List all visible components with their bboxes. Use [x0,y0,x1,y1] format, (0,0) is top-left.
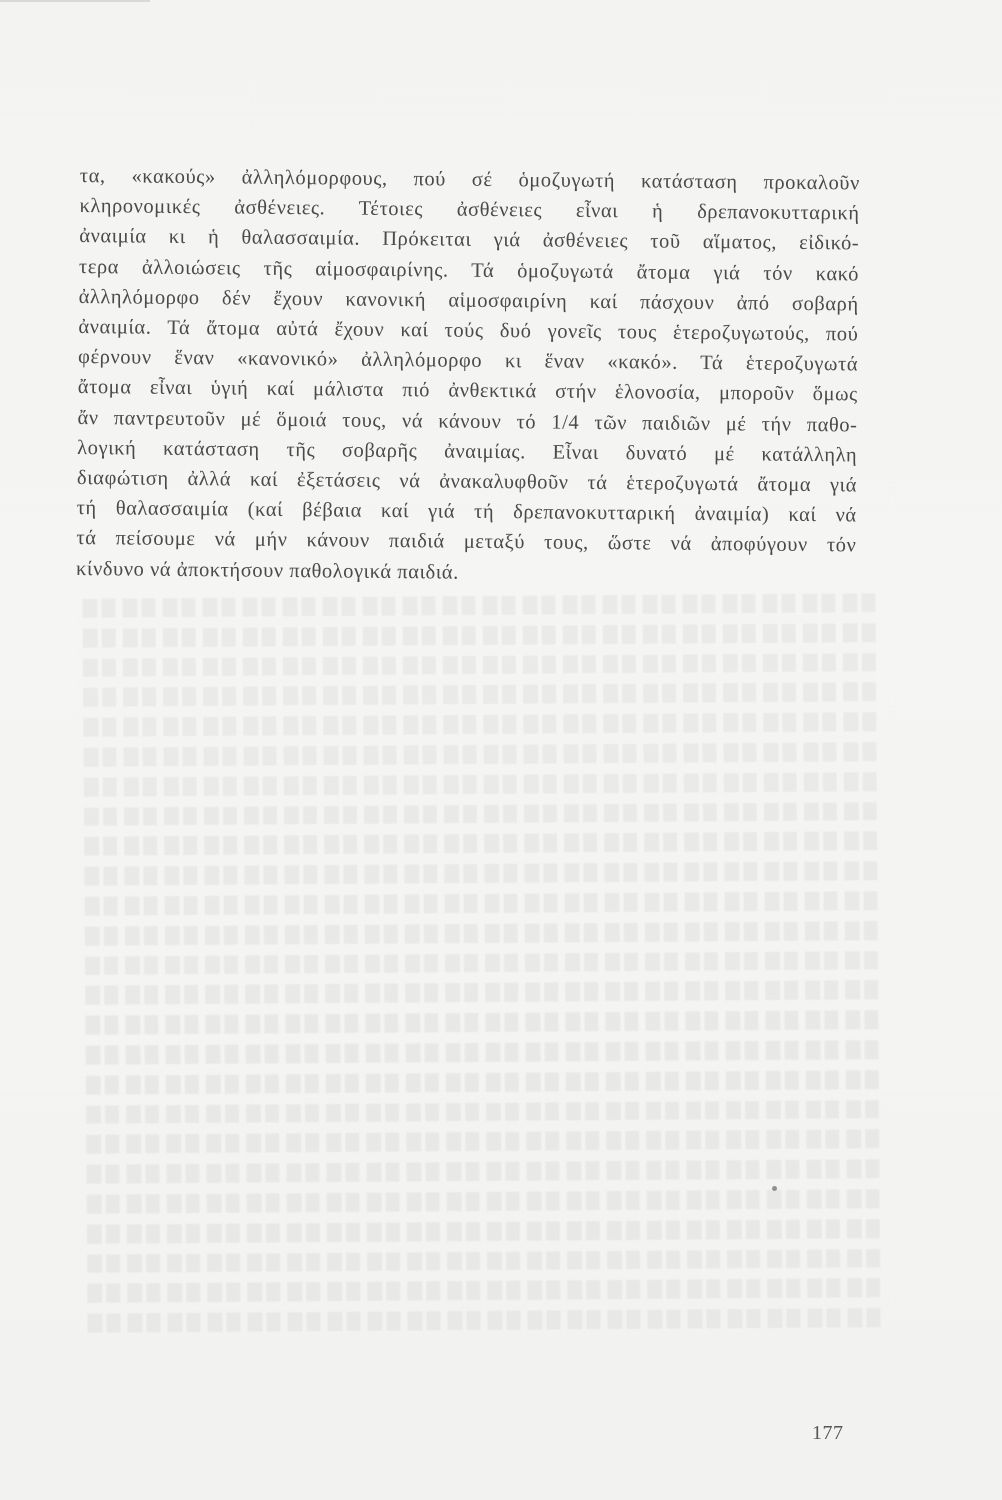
page-number: 177 [812,1422,844,1444]
text-line: ἀναιμία. Τά ἄτομα αὐτά ἔχουν καί τούς δυό γονεῖς τους ἑτεροζυγωτούς, πού [78,316,859,346]
text-line: ἀναιμία κι ἡ θαλασσαιμία. Πρόκειται γιά ἀσθένειες τοῦ αἵματος, εἰδικό- [79,225,860,255]
scan-edge [0,0,150,2]
ink-speck [772,1186,777,1191]
text-line: ἄτομα εἶναι ὑγιή καί μάλιστα πιό ἀνθεκτικά στήν ἑλονοσία, μποροῦν ὅμως [77,376,858,406]
text-line: λογική κατάσταση τῆς σοβαρῆς ἀναιμίας. Εἶναι δυνατό μέ κατάλληλη [77,436,858,467]
text-line: ἄν παντρευτοῦν μέ ὅμοιά τους, νά κάνουν τό 1/4 τῶν παιδιῶν μέ τήν παθο- [77,406,858,437]
text-line: τα, «κακούς» ἀλληλόμορφους, πού σέ ὁμοζυγωτή κατάσταση προκαλοῦν [79,164,860,195]
text-line: φέρνουν ἕναν «κανονικό» ἀλληλόμορφο κι ἕναν «κακό». Τά ἑτεροζυγωτά [78,346,859,376]
body-paragraph [76,161,860,591]
bleed-through-text [75,593,880,1343]
text-line: ἀλληλόμορφο δέν ἔχουν κανονική αἱμοσφαιρίνη καί πάσχουν ἀπό σοβαρή [78,285,859,316]
text-line: τερα ἀλλοιώσεις τῆς αἱμοσφαιρίνης. Τά ὁμοζυγωτά ἄτομα γιά τόν κακό [78,255,860,286]
text-line: τά πείσουμε νά μήν κάνουν παιδιά μεταξύ τους, ὥστε νά ἀποφύγουν τόν [76,527,857,557]
text-line: τή θαλασσαιμία (καί βέβαια καί γιά τή δρεπανοκυτταρική ἀναιμία) καί νά [76,497,857,527]
text-line: διαφώτιση ἀλλά καί ἐξετάσεις νά ἀνακαλυφθοῦν τά ἑτεροζυγωτά ἄτομα γιά [76,467,858,497]
text-line: κίνδυνο νά ἀποκτήσουν παθολογικά παιδιά. [75,557,459,584]
text-line: κληρονομικές ἀσθένειες. Τέτοιες ἀσθένειες εἶναι ἡ δρεπανοκυτταρική [79,195,860,225]
